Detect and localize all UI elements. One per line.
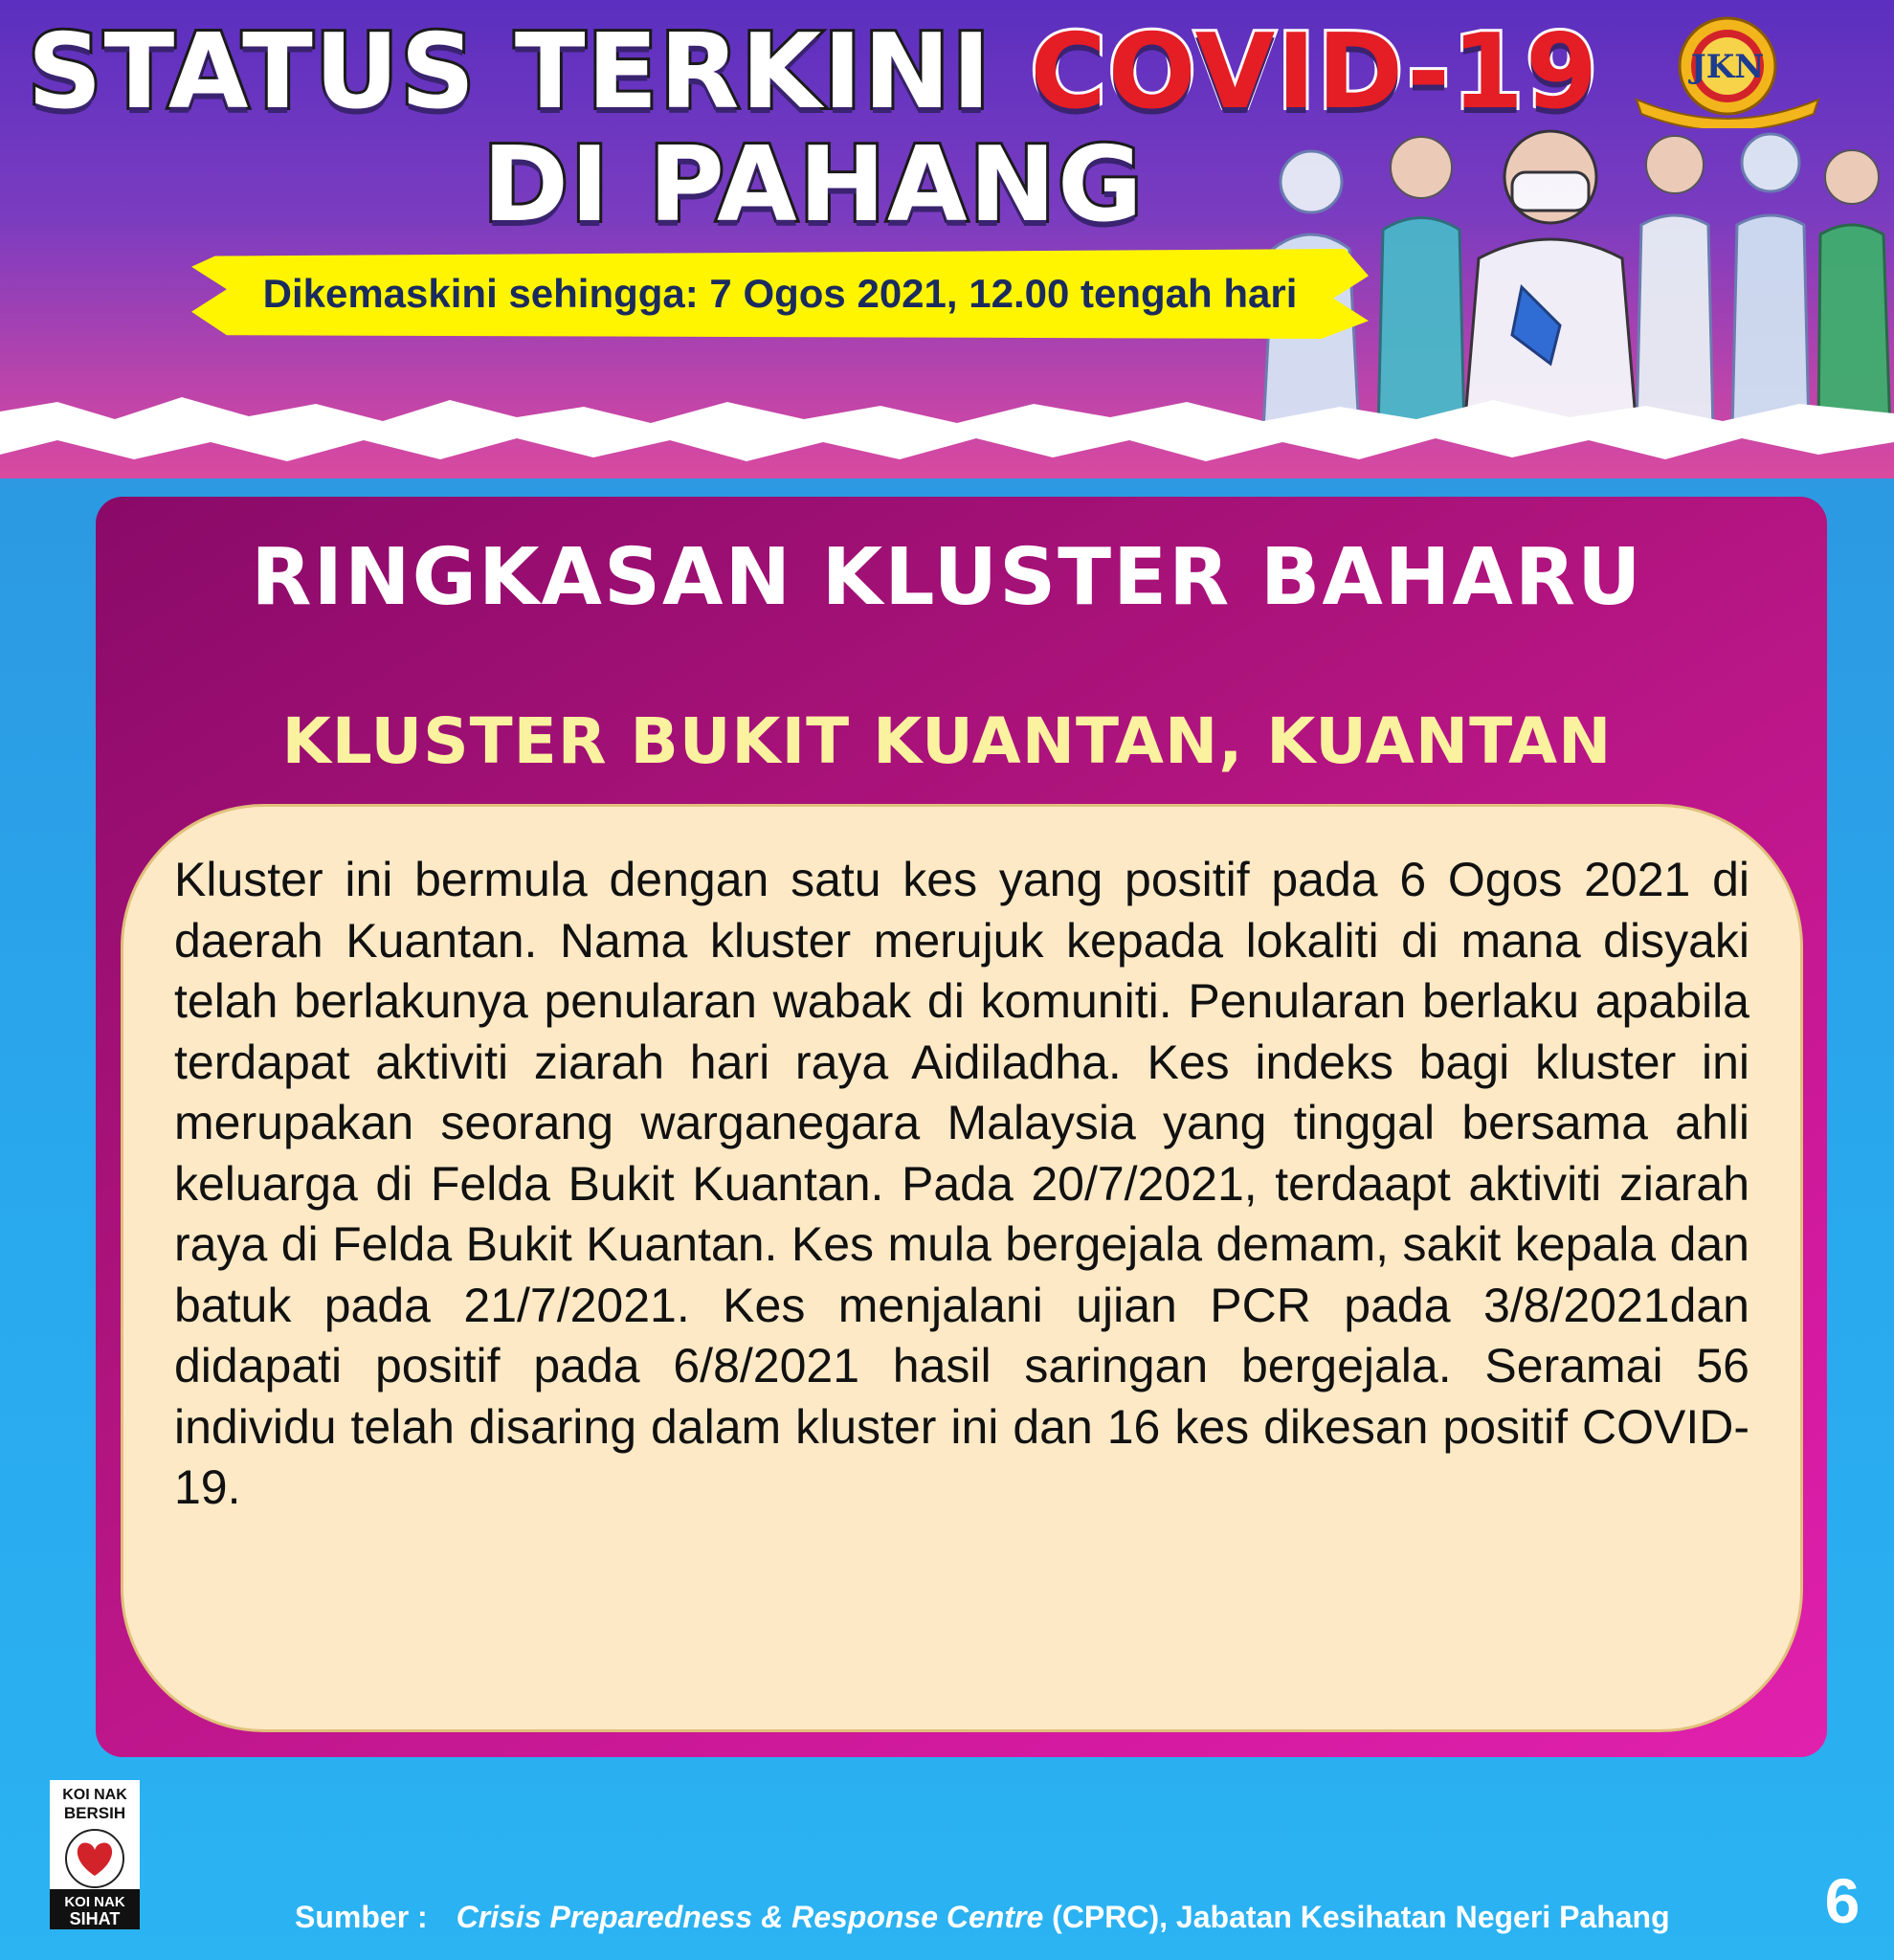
header-title-line2 [0,125,1627,245]
title-di-pahang: DI PAHANG [482,125,1145,245]
header-title-line1 [0,12,1627,132]
source-detail: (CPRC), Jabatan Kesihatan Negeri Pahang [1043,1900,1670,1934]
koi-nak-sihat-logo-icon [50,1780,140,1929]
cluster-name: KLUSTER BUKIT KUANTAN, KUANTAN [281,704,1613,778]
koi-logo-line2: BERSIH [63,1804,126,1822]
title-covid19: COVID-19 [1030,12,1600,132]
koi-logo-line1: KOI NAK [62,1787,127,1803]
header-banner [0,0,1894,479]
title-status-terkini: STATUS TERKINI [27,12,992,132]
koi-logo-line3: KOI NAK [64,1894,125,1910]
jkn-logo-text: JKN [1690,48,1765,86]
panel-title: RINGKASAN KLUSTER BAHARU [251,532,1643,623]
page-number: 6 [1824,1865,1861,1936]
torn-paper-edge [0,383,1894,479]
source-label: Sumber : [295,1900,428,1934]
jkn-logo-icon [1627,13,1828,128]
cluster-description-text: Kluster ini bermula dengan satu kes yang positif pada 6 Ogos 2021 di daerah Kuantan. Nama kluster merujuk kepada lokaliti di mana disyaki telah berlakunya penularan wabak di komuniti. Penularan berlaku apabila terdapat aktiviti ziarah hari raya Aidiladha. Kes indeks bagi kluster ini merupakan seorang warganegara Malaysia yang tinggal bersama ahli keluarga di Felda Bukit Kuantan. Pada 20/7/2021, terdaapt aktiviti ziarah raya di Felda Bukit Kuantan. Kes mula bergejala demam, sakit kepala dan batuk pada 21/7/2021. Kes menjalani ujian PCR pada 3/8/2021dan didapati positif pada 6/8/2021 hasil saringan bergejala. Seramai 56 individu telah disaring dalam kluster ini dan 16 kes dikesan positif COVID-19. [174,853,1749,1514]
koi-logo-line4: SIHAT [69,1909,121,1928]
source-organization: Crisis Preparedness & Response Centre [456,1900,1044,1934]
source-credit [295,1900,1670,1944]
update-banner-text: Dikemaskini sehingga: 7 Ogos 2021, 12.00 tengah hari [262,271,1298,316]
